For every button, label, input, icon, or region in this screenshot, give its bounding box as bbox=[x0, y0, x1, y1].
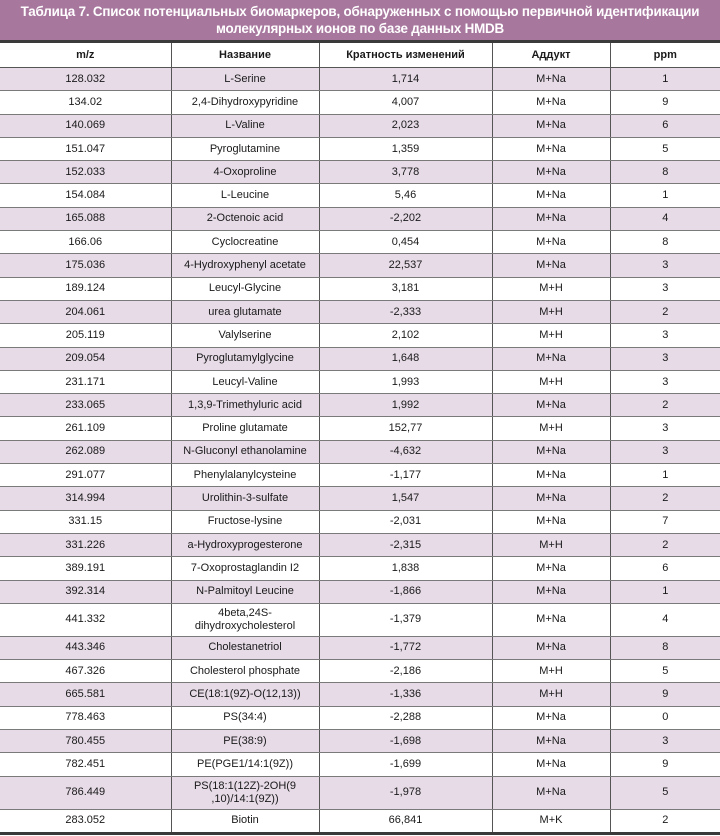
cell-ppm: 1 bbox=[610, 580, 720, 603]
cell-mz: 205.119 bbox=[0, 324, 171, 347]
cell-mz: 134.02 bbox=[0, 91, 171, 114]
cell-mz: 204.061 bbox=[0, 300, 171, 323]
cell-adduct: M+K bbox=[492, 809, 610, 833]
table-row bbox=[0, 207, 720, 230]
cell-adduct: M+H bbox=[492, 683, 610, 706]
cell-fold-change: 1,993 bbox=[319, 370, 492, 393]
cell-ppm: 0 bbox=[610, 706, 720, 729]
cell-adduct: M+Na bbox=[492, 557, 610, 580]
cell-adduct: M+Na bbox=[492, 161, 610, 184]
cell-ppm: 9 bbox=[610, 683, 720, 706]
table-row bbox=[0, 510, 720, 533]
cell-fold-change: 4,007 bbox=[319, 91, 492, 114]
table-row bbox=[0, 347, 720, 370]
table-row bbox=[0, 300, 720, 323]
cell-adduct: M+Na bbox=[492, 137, 610, 160]
cell-name: Cholestanetriol bbox=[171, 636, 319, 659]
cell-adduct: M+Na bbox=[492, 580, 610, 603]
cell-name: Cyclocreatine bbox=[171, 231, 319, 254]
cell-ppm: 2 bbox=[610, 533, 720, 556]
cell-adduct: M+H bbox=[492, 370, 610, 393]
cell-adduct: M+H bbox=[492, 300, 610, 323]
cell-mz: 782.451 bbox=[0, 753, 171, 776]
cell-adduct: M+Na bbox=[492, 636, 610, 659]
table-row bbox=[0, 417, 720, 440]
cell-name: 2-Octenoic acid bbox=[171, 207, 319, 230]
cell-mz: 165.088 bbox=[0, 207, 171, 230]
cell-name: CE(18:1(9Z)-O(12,13)) bbox=[171, 683, 319, 706]
cell-ppm: 7 bbox=[610, 510, 720, 533]
header-mz: m/z bbox=[0, 43, 171, 68]
cell-name: a-Hydroxyprogesterone bbox=[171, 533, 319, 556]
cell-fold-change: -2,031 bbox=[319, 510, 492, 533]
table-row bbox=[0, 809, 720, 833]
cell-ppm: 6 bbox=[610, 557, 720, 580]
cell-name: Biotin bbox=[171, 809, 319, 833]
cell-adduct: M+Na bbox=[492, 394, 610, 417]
table-row bbox=[0, 706, 720, 729]
cell-adduct: M+Na bbox=[492, 730, 610, 753]
cell-ppm: 3 bbox=[610, 440, 720, 463]
cell-fold-change: -1,336 bbox=[319, 683, 492, 706]
cell-adduct: M+Na bbox=[492, 753, 610, 776]
cell-ppm: 1 bbox=[610, 68, 720, 91]
cell-mz: 189.124 bbox=[0, 277, 171, 300]
cell-fold-change: 1,648 bbox=[319, 347, 492, 370]
cell-fold-change: -1,379 bbox=[319, 603, 492, 636]
cell-name: Leucyl-Valine bbox=[171, 370, 319, 393]
cell-mz: 389.191 bbox=[0, 557, 171, 580]
cell-adduct: M+H bbox=[492, 277, 610, 300]
biomarkers-table bbox=[0, 43, 720, 835]
table-row bbox=[0, 231, 720, 254]
table-row bbox=[0, 660, 720, 683]
cell-fold-change: 1,547 bbox=[319, 487, 492, 510]
cell-fold-change: 22,537 bbox=[319, 254, 492, 277]
cell-ppm: 3 bbox=[610, 347, 720, 370]
cell-mz: 780.455 bbox=[0, 730, 171, 753]
cell-mz: 314.994 bbox=[0, 487, 171, 510]
cell-ppm: 3 bbox=[610, 417, 720, 440]
cell-mz: 291.077 bbox=[0, 464, 171, 487]
cell-adduct: M+Na bbox=[492, 68, 610, 91]
cell-mz: 233.065 bbox=[0, 394, 171, 417]
cell-ppm: 8 bbox=[610, 161, 720, 184]
cell-name: Leucyl-Glycine bbox=[171, 277, 319, 300]
cell-adduct: M+Na bbox=[492, 706, 610, 729]
table-row bbox=[0, 394, 720, 417]
cell-adduct: M+Na bbox=[492, 347, 610, 370]
table-caption bbox=[0, 0, 720, 40]
cell-mz: 283.052 bbox=[0, 809, 171, 833]
cell-name: Proline glutamate bbox=[171, 417, 319, 440]
cell-adduct: M+H bbox=[492, 417, 610, 440]
cell-ppm: 2 bbox=[610, 394, 720, 417]
cell-mz: 331.15 bbox=[0, 510, 171, 533]
cell-mz: 209.054 bbox=[0, 347, 171, 370]
cell-name: PS(18:1(12Z)-2OH(9,10)/14:1(9Z)) bbox=[171, 776, 319, 809]
table-row bbox=[0, 324, 720, 347]
cell-ppm: 3 bbox=[610, 730, 720, 753]
table-row bbox=[0, 91, 720, 114]
cell-name: Urolithin-3-sulfate bbox=[171, 487, 319, 510]
cell-fold-change: 0,454 bbox=[319, 231, 492, 254]
cell-ppm: 2 bbox=[610, 300, 720, 323]
cell-name: N-Palmitoyl Leucine bbox=[171, 580, 319, 603]
cell-name: 4-Oxoproline bbox=[171, 161, 319, 184]
cell-mz: 441.332 bbox=[0, 603, 171, 636]
cell-ppm: 3 bbox=[610, 370, 720, 393]
cell-fold-change: 3,181 bbox=[319, 277, 492, 300]
cell-ppm: 2 bbox=[610, 809, 720, 833]
cell-fold-change: -2,202 bbox=[319, 207, 492, 230]
cell-fold-change: -1,177 bbox=[319, 464, 492, 487]
cell-ppm: 5 bbox=[610, 660, 720, 683]
cell-fold-change: -2,315 bbox=[319, 533, 492, 556]
cell-adduct: M+Na bbox=[492, 603, 610, 636]
cell-adduct: M+Na bbox=[492, 254, 610, 277]
table-row bbox=[0, 776, 720, 809]
cell-name: 1,3,9-Trimethyluric acid bbox=[171, 394, 319, 417]
table-row bbox=[0, 161, 720, 184]
table-row bbox=[0, 184, 720, 207]
cell-fold-change: -2,186 bbox=[319, 660, 492, 683]
cell-adduct: M+Na bbox=[492, 776, 610, 809]
table-row bbox=[0, 254, 720, 277]
cell-fold-change: -2,288 bbox=[319, 706, 492, 729]
table-row bbox=[0, 636, 720, 659]
cell-ppm: 5 bbox=[610, 137, 720, 160]
cell-mz: 231.171 bbox=[0, 370, 171, 393]
cell-mz: 392.314 bbox=[0, 580, 171, 603]
cell-adduct: M+H bbox=[492, 324, 610, 347]
cell-adduct: M+Na bbox=[492, 91, 610, 114]
cell-fold-change: -1,866 bbox=[319, 580, 492, 603]
cell-ppm: 3 bbox=[610, 324, 720, 347]
cell-adduct: M+Na bbox=[492, 207, 610, 230]
table-row bbox=[0, 114, 720, 137]
cell-fold-change: 3,778 bbox=[319, 161, 492, 184]
table-row bbox=[0, 603, 720, 636]
table-row bbox=[0, 580, 720, 603]
cell-ppm: 4 bbox=[610, 207, 720, 230]
cell-adduct: M+Na bbox=[492, 184, 610, 207]
cell-name: L-Serine bbox=[171, 68, 319, 91]
cell-name: 2,4-Dihydroxypyridine bbox=[171, 91, 319, 114]
cell-ppm: 4 bbox=[610, 603, 720, 636]
cell-ppm: 9 bbox=[610, 753, 720, 776]
cell-name: Pyroglutamine bbox=[171, 137, 319, 160]
table-row bbox=[0, 137, 720, 160]
caption-line-1: Таблица 7. Список потенциальных биомаркеров, обнаруженных с помощью первичной идентификации bbox=[20, 4, 700, 19]
cell-name: 4beta,24S-dihydroxycholesterol bbox=[171, 603, 319, 636]
cell-ppm: 9 bbox=[610, 91, 720, 114]
cell-name: Valylserine bbox=[171, 324, 319, 347]
cell-ppm: 5 bbox=[610, 776, 720, 809]
cell-adduct: M+H bbox=[492, 660, 610, 683]
cell-ppm: 8 bbox=[610, 636, 720, 659]
cell-ppm: 8 bbox=[610, 231, 720, 254]
cell-fold-change: 1,714 bbox=[319, 68, 492, 91]
cell-ppm: 1 bbox=[610, 464, 720, 487]
cell-ppm: 3 bbox=[610, 254, 720, 277]
cell-mz: 175.036 bbox=[0, 254, 171, 277]
table-row bbox=[0, 68, 720, 91]
cell-name: Fructose-lysine bbox=[171, 510, 319, 533]
cell-ppm: 6 bbox=[610, 114, 720, 137]
table-row bbox=[0, 683, 720, 706]
cell-name: L-Leucine bbox=[171, 184, 319, 207]
cell-fold-change: 1,992 bbox=[319, 394, 492, 417]
header-fold-change: Кратность изменений bbox=[319, 43, 492, 68]
cell-fold-change: 66,841 bbox=[319, 809, 492, 833]
cell-mz: 152.033 bbox=[0, 161, 171, 184]
table-row bbox=[0, 440, 720, 463]
table-row bbox=[0, 370, 720, 393]
cell-adduct: M+Na bbox=[492, 440, 610, 463]
table-row bbox=[0, 277, 720, 300]
cell-adduct: M+Na bbox=[492, 231, 610, 254]
cell-ppm: 2 bbox=[610, 487, 720, 510]
caption-line-2: молекулярных ионов по базе данных HMDB bbox=[216, 21, 504, 36]
table-body bbox=[0, 68, 720, 834]
cell-mz: 331.226 bbox=[0, 533, 171, 556]
cell-fold-change: 1,838 bbox=[319, 557, 492, 580]
cell-mz: 154.084 bbox=[0, 184, 171, 207]
cell-name: 4-Hydroxyphenyl acetate bbox=[171, 254, 319, 277]
cell-mz: 786.449 bbox=[0, 776, 171, 809]
cell-adduct: M+Na bbox=[492, 487, 610, 510]
cell-adduct: M+Na bbox=[492, 464, 610, 487]
cell-mz: 128.032 bbox=[0, 68, 171, 91]
cell-adduct: M+Na bbox=[492, 510, 610, 533]
header-ppm: ppm bbox=[610, 43, 720, 68]
cell-name: PS(34:4) bbox=[171, 706, 319, 729]
cell-ppm: 1 bbox=[610, 184, 720, 207]
cell-mz: 261.109 bbox=[0, 417, 171, 440]
table-row bbox=[0, 487, 720, 510]
cell-fold-change: 152,77 bbox=[319, 417, 492, 440]
cell-name: 7-Oxoprostaglandin I2 bbox=[171, 557, 319, 580]
cell-name: L-Valine bbox=[171, 114, 319, 137]
table-row bbox=[0, 533, 720, 556]
cell-name: PE(38:9) bbox=[171, 730, 319, 753]
cell-name: Phenylalanylcysteine bbox=[171, 464, 319, 487]
cell-mz: 665.581 bbox=[0, 683, 171, 706]
cell-fold-change: -1,978 bbox=[319, 776, 492, 809]
cell-fold-change: 2,102 bbox=[319, 324, 492, 347]
cell-fold-change: -4,632 bbox=[319, 440, 492, 463]
cell-name: N-Gluconyl ethanolamine bbox=[171, 440, 319, 463]
cell-fold-change: -1,698 bbox=[319, 730, 492, 753]
cell-fold-change: -1,699 bbox=[319, 753, 492, 776]
cell-adduct: M+H bbox=[492, 533, 610, 556]
cell-fold-change: -2,333 bbox=[319, 300, 492, 323]
cell-fold-change: -1,772 bbox=[319, 636, 492, 659]
header-row bbox=[0, 43, 720, 68]
cell-mz: 467.326 bbox=[0, 660, 171, 683]
cell-name: urea glutamate bbox=[171, 300, 319, 323]
cell-mz: 443.346 bbox=[0, 636, 171, 659]
header-adduct: Аддукт bbox=[492, 43, 610, 68]
cell-name: Cholesterol phosphate bbox=[171, 660, 319, 683]
table-row bbox=[0, 730, 720, 753]
cell-name: PE(PGE1/14:1(9Z)) bbox=[171, 753, 319, 776]
cell-mz: 166.06 bbox=[0, 231, 171, 254]
table-row bbox=[0, 557, 720, 580]
biomarkers-table-container bbox=[0, 40, 720, 835]
cell-mz: 262.089 bbox=[0, 440, 171, 463]
cell-mz: 778.463 bbox=[0, 706, 171, 729]
cell-ppm: 3 bbox=[610, 277, 720, 300]
cell-name: Pyroglutamylglycine bbox=[171, 347, 319, 370]
cell-adduct: M+Na bbox=[492, 114, 610, 137]
cell-fold-change: 1,359 bbox=[319, 137, 492, 160]
header-name: Название bbox=[171, 43, 319, 68]
cell-mz: 151.047 bbox=[0, 137, 171, 160]
cell-fold-change: 2,023 bbox=[319, 114, 492, 137]
cell-fold-change: 5,46 bbox=[319, 184, 492, 207]
table-row bbox=[0, 464, 720, 487]
cell-mz: 140.069 bbox=[0, 114, 171, 137]
table-header bbox=[0, 43, 720, 68]
table-row bbox=[0, 753, 720, 776]
